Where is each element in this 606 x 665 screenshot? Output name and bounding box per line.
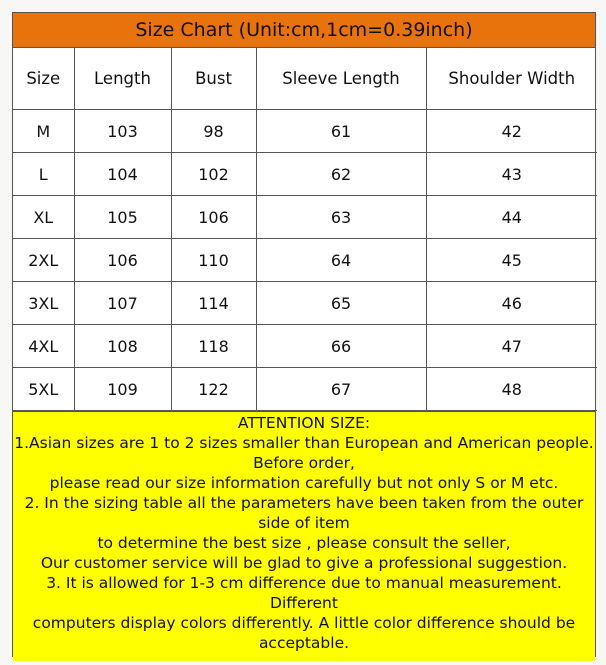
attention-notes — [13, 411, 595, 661]
shoulder-width-cell: 47 — [426, 325, 597, 368]
header-row — [13, 48, 597, 110]
table-row — [13, 153, 597, 196]
note-line: to determine the best size , please consult the seller, — [97, 534, 511, 552]
length-cell: 106 — [74, 239, 171, 282]
shoulder-width-cell: 44 — [426, 196, 597, 239]
bust-cell: 122 — [171, 368, 256, 411]
note-line: Our customer service will be glad to give a professional suggestion. — [40, 554, 568, 572]
notes-heading: ATTENTION SIZE: — [237, 414, 371, 432]
bust-cell: 114 — [171, 282, 256, 325]
note-line: 3. It is allowed for 1-3 cm difference due to manual measurement. Different — [46, 574, 562, 612]
bust-cell: 102 — [171, 153, 256, 196]
shoulder-width-cell: 43 — [426, 153, 597, 196]
size-cell: 4XL — [13, 325, 74, 368]
bust-cell: 118 — [171, 325, 256, 368]
bust-cell: 106 — [171, 196, 256, 239]
size-chart — [12, 12, 596, 657]
bust-cell: 110 — [171, 239, 256, 282]
column-header-size: Size — [13, 48, 74, 110]
shoulder-width-cell: 48 — [426, 368, 597, 411]
size-table — [13, 48, 597, 411]
column-header-sleeve-length: Sleeve Length — [256, 48, 426, 110]
length-cell: 107 — [74, 282, 171, 325]
sleeve-length-cell: 64 — [256, 239, 426, 282]
table-row — [13, 110, 597, 153]
length-cell: 108 — [74, 325, 171, 368]
shoulder-width-cell: 42 — [426, 110, 597, 153]
table-row — [13, 196, 597, 239]
size-cell: 5XL — [13, 368, 74, 411]
table-row — [13, 368, 597, 411]
size-cell: 2XL — [13, 239, 74, 282]
size-cell: M — [13, 110, 74, 153]
size-cell: XL — [13, 196, 74, 239]
table-row — [13, 282, 597, 325]
sleeve-length-cell: 65 — [256, 282, 426, 325]
column-header-length: Length — [74, 48, 171, 110]
chart-title: Size Chart (Unit:cm,1cm=0.39inch) — [13, 13, 595, 48]
length-cell: 109 — [74, 368, 171, 411]
sleeve-length-cell: 66 — [256, 325, 426, 368]
shoulder-width-cell: 46 — [426, 282, 597, 325]
note-line: please read our size information carefully but not only S or M etc. — [49, 474, 559, 492]
length-cell: 103 — [74, 110, 171, 153]
note-line: computers display colors differently. A little color difference should be acceptable. — [32, 614, 576, 652]
sleeve-length-cell: 63 — [256, 196, 426, 239]
column-header-bust: Bust — [171, 48, 256, 110]
length-cell: 104 — [74, 153, 171, 196]
length-cell: 105 — [74, 196, 171, 239]
size-cell: L — [13, 153, 74, 196]
column-header-shoulder-width: Shoulder Width — [426, 48, 597, 110]
sleeve-length-cell: 67 — [256, 368, 426, 411]
bust-cell: 98 — [171, 110, 256, 153]
table-row — [13, 325, 597, 368]
shoulder-width-cell: 45 — [426, 239, 597, 282]
note-line: 1.Asian sizes are 1 to 2 sizes smaller than European and American people. Before order, — [14, 434, 594, 472]
sleeve-length-cell: 62 — [256, 153, 426, 196]
note-line: 2. In the sizing table all the parameters have been taken from the outer side of item — [24, 494, 584, 532]
size-cell: 3XL — [13, 282, 74, 325]
sleeve-length-cell: 61 — [256, 110, 426, 153]
table-row — [13, 239, 597, 282]
